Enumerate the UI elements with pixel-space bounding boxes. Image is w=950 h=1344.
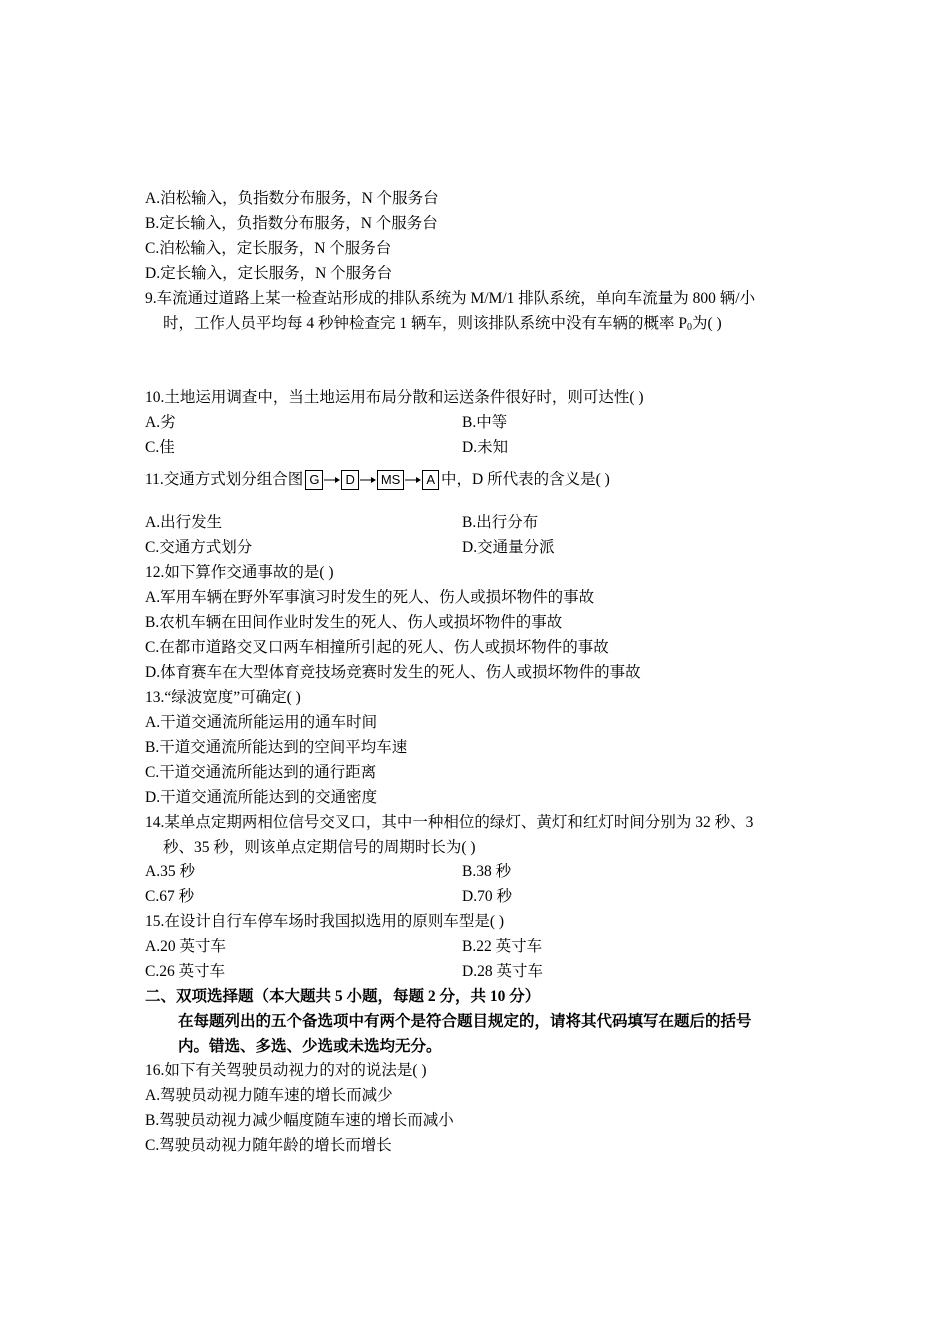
q16-option-a: A.驾驶员动视力随车速的增长而减少: [145, 1087, 393, 1104]
q15-option-c: C.26 英寸车: [145, 963, 226, 980]
q8-option-c: C.泊松输入，定长服务，N 个服务台: [145, 240, 392, 257]
q10-option-d: D.未知: [462, 439, 509, 456]
q9-answer-bracket: 为( ): [692, 315, 722, 332]
q15-option-b: B.22 英寸车: [462, 938, 543, 955]
q14-option-d: D.70 秒: [462, 888, 512, 905]
q15-option-a: A.20 英寸车: [145, 938, 226, 955]
q11-stem-text: 11.交通方式划分组合图: [145, 471, 304, 488]
q9-stem-line2: [163, 314, 722, 338]
q14-option-a: A.35 秒: [145, 863, 195, 880]
section-instructions-line2: 内。错选、多选、少选或未选均无分。: [178, 1038, 442, 1055]
q15-option-d: D.28 英寸车: [462, 963, 543, 980]
q9-stem-line1: 9.车流通过道路上某一检查站形成的排队系统为 M/M/1 排队系统，单向车流量为 800 辆/小: [145, 290, 756, 307]
q10-option-a: A.劣: [145, 414, 176, 431]
arrow-right-icon: [404, 475, 422, 485]
flow-box-d: D: [341, 470, 358, 490]
q11-option-b: B.出行分布: [462, 514, 539, 531]
q13-option-c: C.干道交通流所能达到的通行距离: [145, 764, 377, 781]
q12-option-d: D.体育赛车在大型体育竞技场竞赛时发生的死人、伤人或损坏物件的事故: [145, 664, 641, 681]
flow-box-a: A: [422, 470, 439, 490]
q12-option-b: B.农机车辆在田间作业时发生的死人、伤人或损坏物件的事故: [145, 614, 563, 631]
q16-stem: 16.如下有关驾驶员动视力的对的说法是( ): [145, 1062, 427, 1079]
flow-box-g: G: [305, 470, 323, 490]
q10-stem: 10.土地运用调查中，当土地运用布局分散和运送条件很好时，则可达性( ): [145, 389, 644, 406]
q9-subscript: 0: [687, 322, 692, 333]
q11-option-c: C.交通方式划分: [145, 539, 253, 556]
q16-option-b: B.驾驶员动视力减少幅度随车速的增长而减小: [145, 1112, 454, 1129]
q8-option-b: B.定长输入，负指数分布服务，N 个服务台: [145, 215, 438, 232]
arrow-right-icon: [359, 475, 377, 485]
q8-option-a: A.泊松输入，负指数分布服务，N 个服务台: [145, 190, 439, 207]
q13-stem: 13.“绿波宽度”可确定( ): [145, 689, 301, 706]
q12-option-a: A.军用车辆在野外军事演习时发生的死人、伤人或损坏物件的事故: [145, 589, 595, 606]
q10-option-c: C.佳: [145, 439, 175, 456]
q11-option-d: D.交通量分派: [462, 539, 555, 556]
q9-stem-text: 时，工作人员平均每 4 秒钟检查完 1 辆车，则该排队系统中没有车辆的概率 P: [163, 315, 687, 332]
section-instructions-line1: 在每题列出的五个备选项中有两个是符合题目规定的，请将其代码填写在题后的括号: [178, 1013, 752, 1030]
q13-option-d: D.干道交通流所能达到的交通密度: [145, 789, 378, 806]
mode-split-flow-diagram: [305, 470, 439, 490]
q11-stem: [145, 470, 610, 490]
q11-option-a: A.出行发生: [145, 514, 223, 531]
arrow-right-icon: [323, 475, 341, 485]
q13-option-b: B.干道交通流所能达到的空间平均车速: [145, 739, 408, 756]
q15-stem: 15.在设计自行车停车场时我国拟选用的原则车型是( ): [145, 913, 505, 930]
q11-stem-suffix: 中，D 所代表的含义是( ): [441, 471, 610, 488]
section-title: 二、双项选择题（本大题共 5 小题，每题 2 分，共 10 分）: [145, 988, 541, 1005]
q14-option-c: C.67 秒: [145, 888, 195, 905]
q13-option-a: A.干道交通流所能运用的通车时间: [145, 714, 378, 731]
q10-option-b: B.中等: [462, 414, 508, 431]
flow-box-ms: MS: [377, 470, 405, 490]
q8-option-d: D.定长输入，定长服务，N 个服务台: [145, 265, 393, 282]
q12-stem: 12.如下算作交通事故的是( ): [145, 564, 334, 581]
q16-option-c: C.驾驶员动视力随年龄的增长而增长: [145, 1137, 392, 1154]
q14-option-b: B.38 秒: [462, 863, 512, 880]
q12-option-c: C.在都市道路交叉口两车相撞所引起的死人、伤人或损坏物件的事故: [145, 639, 609, 656]
q14-stem-line2: 秒、35 秒，则该单点定期信号的周期时长为( ): [163, 839, 476, 856]
q14-stem-line1: 14.某单点定期两相位信号交叉口，其中一种相位的绿灯、黄灯和红灯时间分别为 32 秒、3: [145, 814, 754, 831]
